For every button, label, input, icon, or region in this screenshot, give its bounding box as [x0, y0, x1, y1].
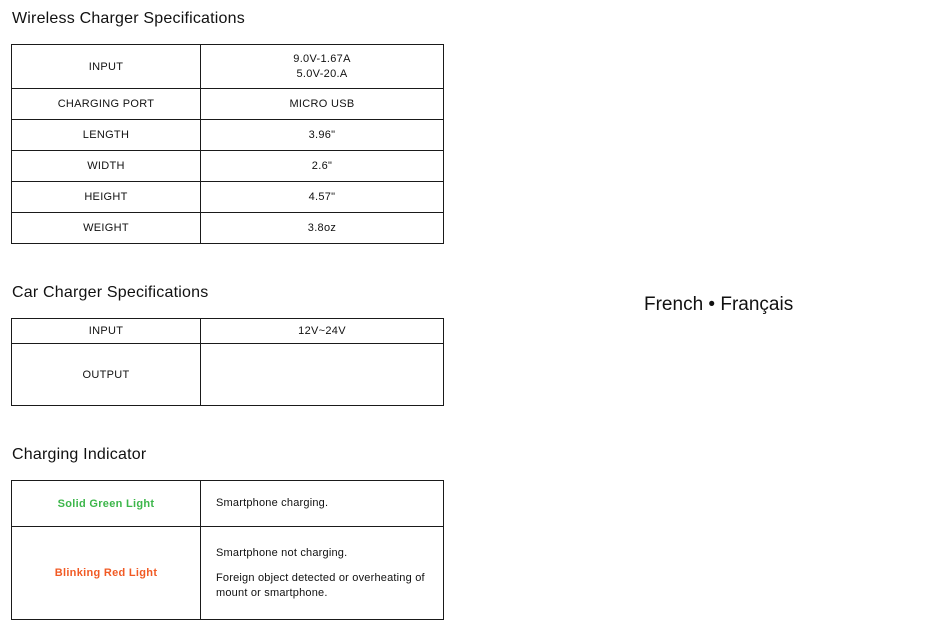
blinking-red-light-desc — [201, 527, 444, 620]
desc-text: Smartphone charging. — [216, 497, 329, 509]
charging-indicator-title: Charging Indicator — [12, 446, 147, 463]
wireless-specs-title: Wireless Charger Specifications — [12, 10, 245, 27]
table-row — [12, 182, 444, 213]
blinking-red-light-label: Blinking Red Light — [12, 527, 201, 620]
spec-label-length: LENGTH — [12, 120, 201, 151]
spec-value-input — [201, 45, 444, 89]
table-row — [12, 120, 444, 151]
car-label-input: INPUT — [12, 319, 201, 344]
spec-value-length: 3.96" — [201, 120, 444, 151]
table-row — [12, 527, 444, 620]
spec-label-charging-port: CHARGING PORT — [12, 89, 201, 120]
spec-value-width: 2.6" — [201, 151, 444, 182]
spec-label-height: HEIGHT — [12, 182, 201, 213]
input-line-2: 5.0V-20.A — [296, 67, 348, 80]
car-value-output — [201, 344, 444, 406]
table-row — [12, 213, 444, 244]
spec-label-weight: WEIGHT — [12, 213, 201, 244]
table-row — [12, 319, 444, 344]
spec-value-charging-port: MICRO USB — [201, 89, 444, 120]
car-value-input: 12V~24V — [201, 319, 444, 344]
spec-label-input: INPUT — [12, 45, 201, 89]
desc-text: Foreign object detected or overheating of mount or smartphone. — [216, 571, 425, 599]
car-specs-title: Car Charger Specifications — [12, 284, 209, 301]
spec-label-width: WIDTH — [12, 151, 201, 182]
input-line-1: 9.0V-1.67A — [293, 52, 351, 65]
table-row — [12, 344, 444, 406]
table-row — [12, 151, 444, 182]
solid-green-light-desc — [201, 481, 444, 527]
language-link-french[interactable]: French • Français — [644, 294, 794, 315]
car-label-output: OUTPUT — [12, 344, 201, 406]
spec-value-weight: 3.8oz — [201, 213, 444, 244]
spec-value-height: 4.57" — [201, 182, 444, 213]
table-row — [12, 45, 444, 89]
solid-green-light-label: Solid Green Light — [12, 481, 201, 527]
wireless-specs-table — [11, 44, 444, 244]
desc-text: Smartphone not charging. — [216, 546, 348, 559]
charging-indicator-table — [11, 480, 444, 620]
car-specs-table — [11, 318, 444, 406]
table-row — [12, 481, 444, 527]
table-row — [12, 89, 444, 120]
